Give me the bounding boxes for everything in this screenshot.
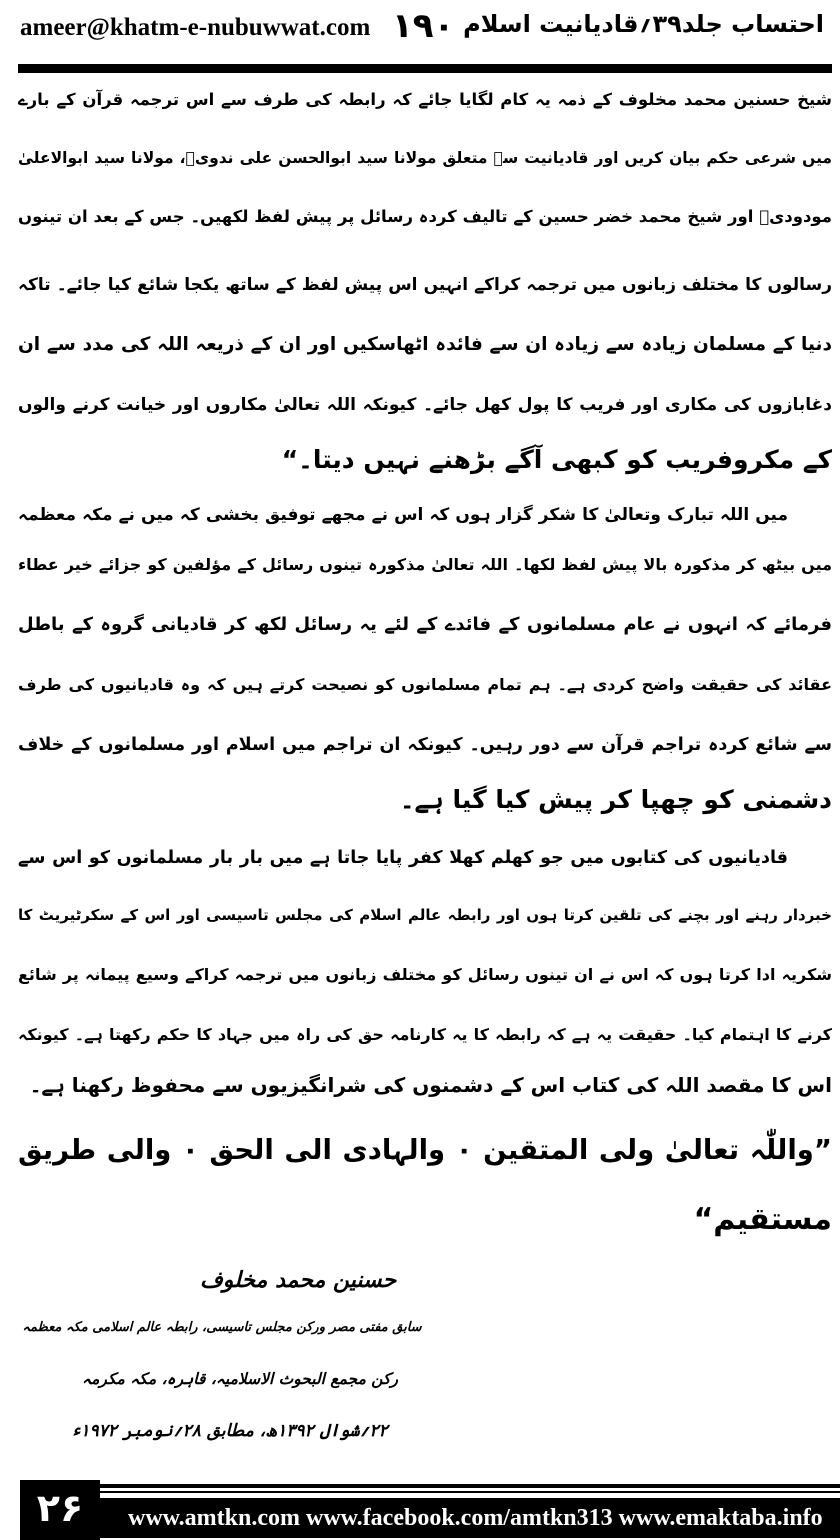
signature-name: حسنین محمد مخلوف [200, 1268, 397, 1293]
text-line: میں شرعی حکم بیان کریں اور قادیانیت سے متعلق مولانا سید ابوالحسن علی ندویؒ، مولانا سید ابوالاعلیٰ [18, 149, 832, 167]
arabic-quote-line: ”واللّٰہ تعالیٰ ولی المتقین ۰ والہادی الی الحق ۰ والی طریق [18, 1134, 832, 1166]
signature-date: ۲۲؍شوال ۱۳۹۲ھ، مطابق ۲۸؍نومبر ۱۹۷۲ء [72, 1421, 388, 1441]
text-line: شکریہ ادا کرتا ہوں کہ اس نے ان تینوں رسائل کو مختلف زبانوں میں ترجمہ کراکے وسیع پیمانہ پر شائع [18, 965, 832, 984]
text-line: رسالوں کا مختلف زبانوں میں ترجمہ کراکے انہیں اس پیش لفظ کے ساتھ یکجا شائع کیا جائے۔ تاکہ [18, 275, 832, 295]
text-line: عقائد کی حقیقت واضح کردی ہے۔ ہم تمام مسلمانوں کو نصیحت کرتے ہیں کہ وہ قادیانیوں کی طرف [18, 675, 832, 694]
text-line: دغابازوں کی مکاری اور فریب کا پول کھل جائے۔ کیونکہ اللہ تعالیٰ مکاروں اور خیانت کرنے والوں [18, 395, 832, 415]
header-rule [18, 64, 832, 73]
header-book-title: احتساب جلد۳۹؍قادیانیت اسلام [463, 10, 824, 38]
text-line: میں بیٹھ کر مذکورہ بالا پیش لفظ لکھا۔ اللہ تعالیٰ مذکورہ تینوں رسائل کے مؤلفین کو جزائے خیر عطاء [18, 555, 832, 574]
text-line: مودودیؒ اور شیخ محمد خضر حسین کے تالیف کردہ رسائل پر پیش لفظ لکھیں۔ جس کے بعد ان تینوں [18, 207, 832, 226]
signature-title-2: رکن مجمع البحوث الاسلامیہ، قاہرہ، مکہ مکرمہ [82, 1370, 398, 1388]
text-line: کرنے کا اہتمام کیا۔ حقیقت یہ ہے کہ رابطہ کا یہ کارنامہ حق کی راہ میں جہاد کا حکم رکھتا ہے۔ کیونکہ [18, 1025, 832, 1044]
text-line: اس کا مقصد اللہ کی کتاب اس کے دشمنوں کی شرانگیزیوں سے محفوظ رکھنا ہے۔ [29, 1073, 832, 1097]
text-line: کے مکروفریب کو کبھی آگے بڑھنے نہیں دیتا۔“ [281, 445, 832, 474]
footer-rule [100, 1484, 840, 1488]
header-page-number: ۱۹۰ [392, 6, 455, 46]
text-line: شیخ حسنین محمد مخلوف کے ذمہ یہ کام لگایا جائے کہ رابطہ کی طرف سے اس ترجمہ قرآن کے بارے [18, 90, 832, 109]
text-line: دشمنی کو چھپا کر پیش کیا گیا ہے۔ [399, 785, 832, 814]
text-line: خبردار رہنے اور بچنے کی تلقین کرتا ہوں اور رابطہ عالم اسلام کی مجلس تاسیسی اور اس کے سکرٹیریٹ کا [18, 906, 832, 924]
text-line: قادیانیوں کی کتابوں میں جو کھلم کھلا کفر پایا جاتا ہے میں بار بار مسلمانوں کو اس سے [18, 848, 788, 868]
footer-rule [100, 1491, 840, 1493]
text-line: دنیا کے مسلمان زیادہ سے زیادہ ان سے فائدہ اٹھاسکیں اور ان کے ذریعہ اللہ کی مدد سے ان [18, 334, 832, 355]
signature-title-1: سابق مفتی مصر ورکن مجلس تاسیسی، رابطہ عالم اسلامی مکہ معظمہ [22, 1320, 422, 1335]
header-email: ameer@khatm-e-nubuwwat.com [20, 14, 371, 41]
text-line: میں اللہ تبارک وتعالیٰ کا شکر گزار ہوں کہ اس نے مجھے توفیق بخشی کہ میں نے مکہ معظمہ [18, 505, 788, 525]
footer-links: www.amtkn.com www.facebook.com/amtkn313 www.emaktaba.info [100, 1498, 840, 1538]
text-line: فرمائے کہ انہوں نے عام مسلمانوں کے فائدے کے لئے یہ رسائل لکھ کر قادیانی گروہ کے باطل [18, 614, 832, 635]
arabic-quote-line: مستقیم“ [693, 1202, 832, 1237]
footer-page-number: ۲۶ [20, 1480, 100, 1540]
text-line: سے شائع کردہ تراجم قرآن سے دور رہیں۔ کیونکہ ان تراجم میں اسلام اور مسلمانوں کے خلاف [18, 735, 832, 755]
